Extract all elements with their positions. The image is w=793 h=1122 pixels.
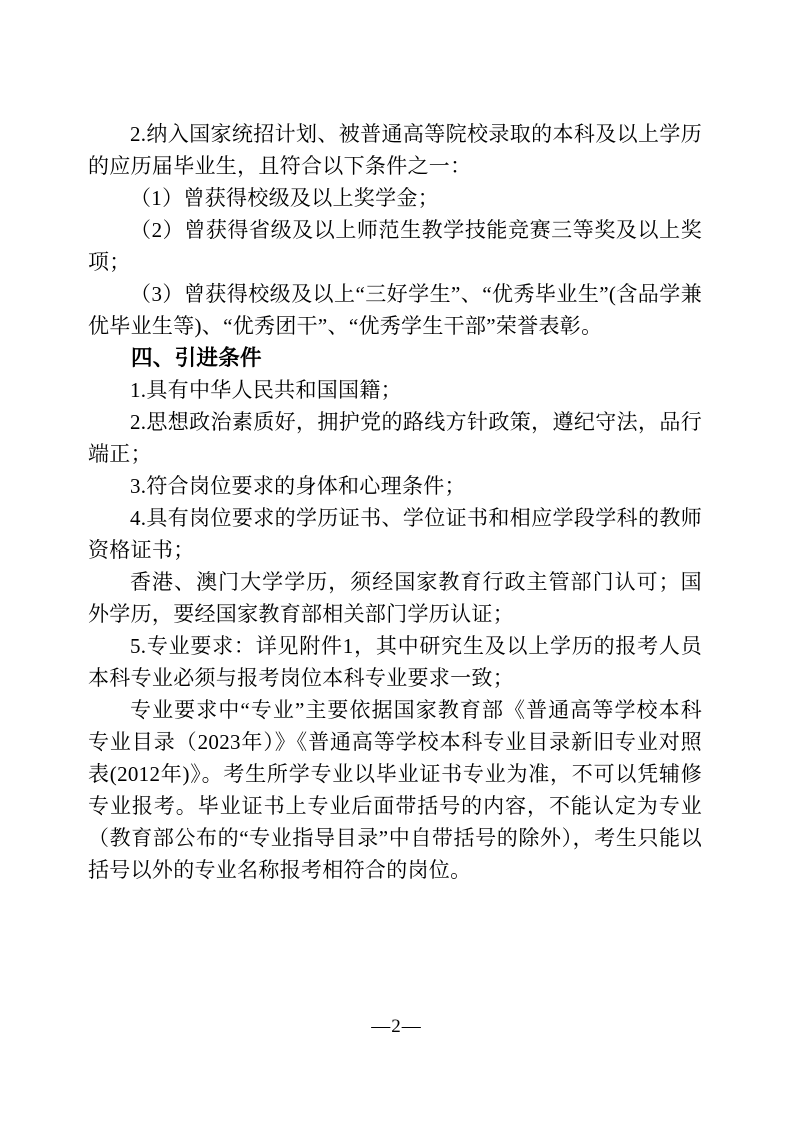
paragraph-condition-2: （2）曾获得省级及以上师范生教学技能竞赛三等奖及以上奖项；: [88, 218, 702, 274]
paragraph-requirement-4-note: 香港、澳门大学学历，须经国家教育行政主管部门认可；国外学历，要经国家教育部相关部门学历认证；: [88, 570, 702, 626]
paragraph-recruit-scope: 2.纳入国家统招计划、被普通高等院校录取的本科及以上学历的应历届毕业生，且符合以下条件之一：: [88, 122, 702, 178]
page-footer: [0, 1013, 793, 1041]
paragraph-requirement-3: 3.符合岗位要求的身体和心理条件；: [130, 474, 466, 498]
paragraph-requirement-5-note: 专业要求中“专业”主要依据国家教育部《普通高等学校本科专业目录（2023年）》《普通高等学校本科专业目录新旧专业对照表(2012年)》。考生所学专业以毕业证书专业为准，不可以凭辅修专业报考。毕业证书上专业后面带括号的内容，不能认定为专业（教育部公布的“专业指导目录”中自带括号的除外），考生只能以括号以外的专业名称报考相符合的岗位。: [88, 698, 702, 882]
paragraph-requirement-4: 4.具有岗位要求的学历证书、学位证书和相应学段学科的教师资格证书；: [88, 506, 702, 562]
paragraph-condition-1: （1）曾获得校级及以上奖学金；: [130, 186, 439, 210]
paragraph-requirement-1: 1.具有中华人民共和国国籍；: [130, 378, 402, 402]
document-body: [88, 118, 702, 886]
paragraph-condition-3: （3）曾获得校级及以上“三好学生”、“优秀毕业生”(含品学兼优毕业生等)、“优秀团干”、“优秀学生干部”荣誉表彰。: [88, 282, 702, 338]
section-heading-intro-conditions: 四、引进条件: [131, 346, 262, 370]
page-number: —2—: [371, 1016, 422, 1037]
paragraph-requirement-2: 2.思想政治素质好，拥护党的路线方针政策，遵纪守法，品行端正；: [88, 410, 702, 466]
paragraph-requirement-5: 5.专业要求：详见附件1，其中研究生及以上学历的报考人员本科专业必须与报考岗位本科专业要求一致；: [88, 634, 702, 690]
